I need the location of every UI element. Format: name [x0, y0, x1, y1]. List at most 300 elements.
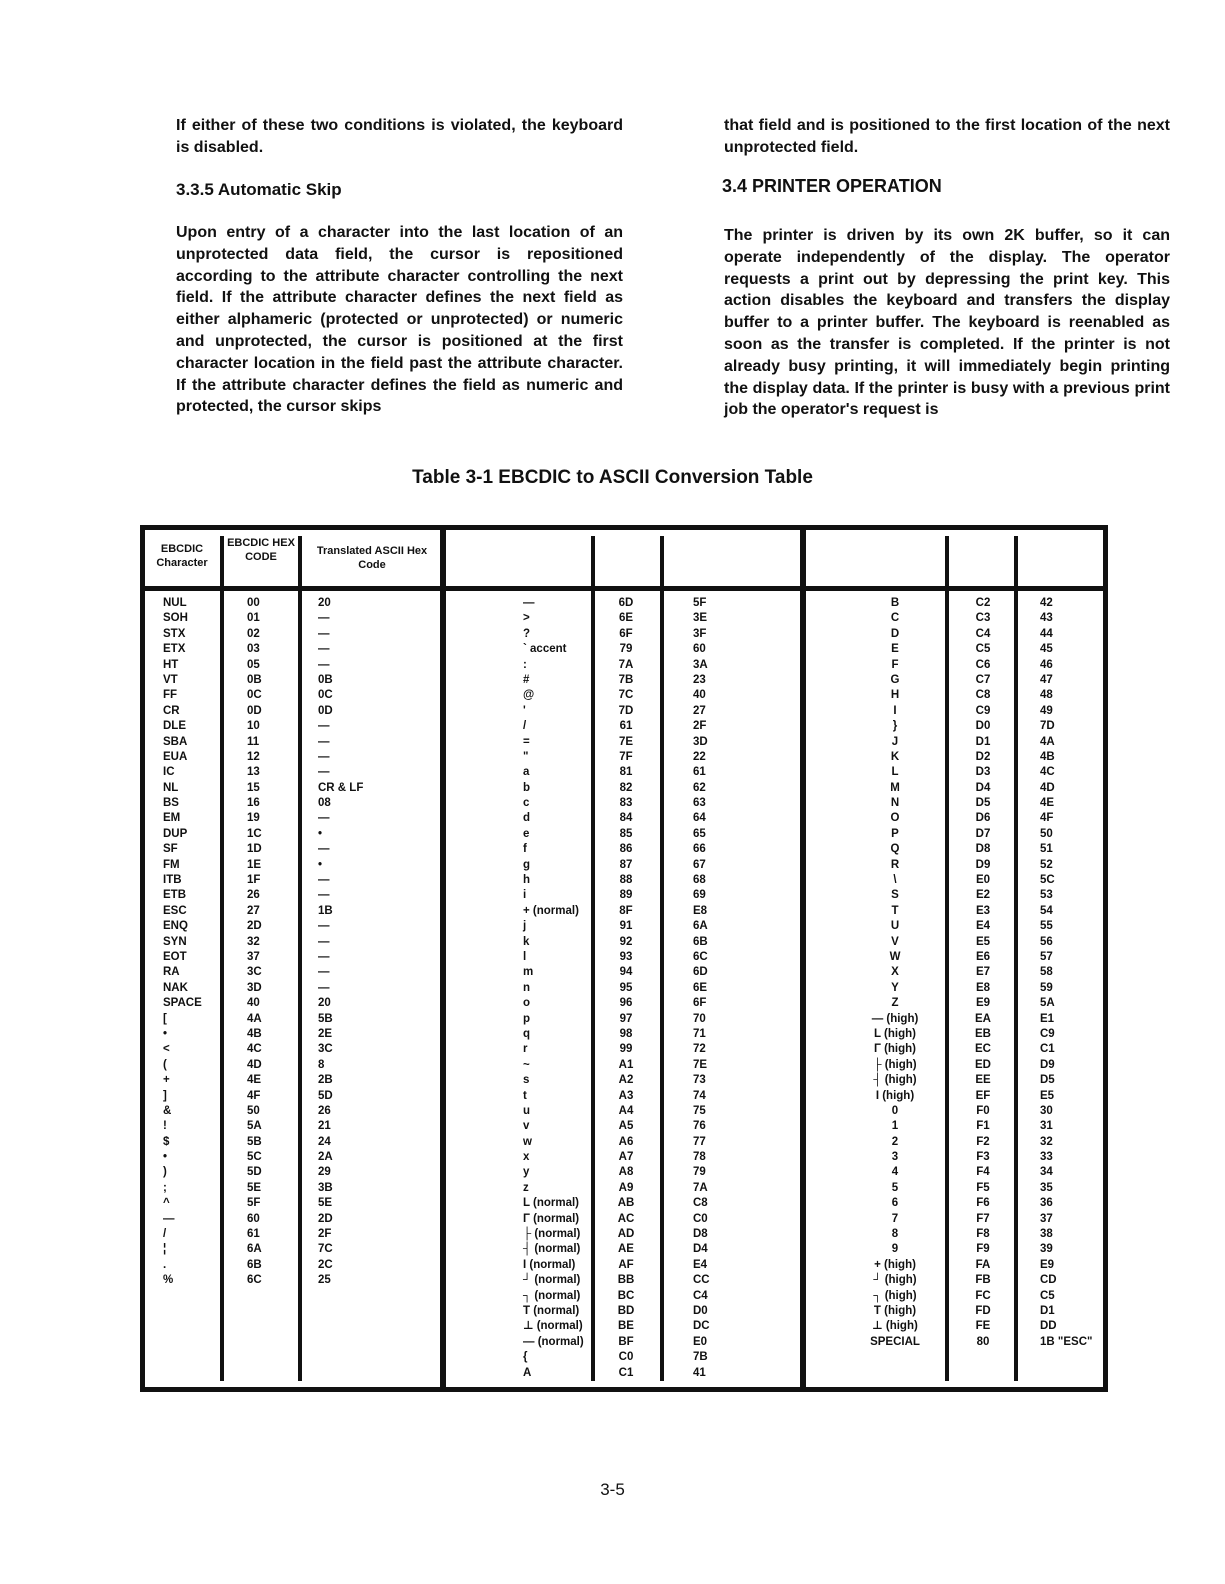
table-cell: p: [523, 1012, 531, 1025]
table-cell: ETB: [163, 889, 186, 902]
group3-ascii-column: [1040, 596, 1102, 1350]
table-cell: }: [892, 720, 898, 733]
table-cell: 96: [619, 997, 633, 1010]
table-cell: SPACE: [163, 997, 202, 1010]
table-cell: 26: [318, 1104, 331, 1117]
table-cell: AC: [617, 1212, 635, 1225]
table-cell: ` accent: [523, 643, 567, 656]
table-cell: 23: [693, 673, 706, 686]
table-cell: X: [891, 966, 899, 979]
table-cell: AF: [618, 1258, 634, 1271]
table-cell: 03: [247, 643, 260, 656]
table-cell: 20: [318, 997, 331, 1010]
table-cell: E9: [975, 997, 991, 1010]
table-cell: 97: [619, 1012, 633, 1025]
table-cell: —: [318, 766, 330, 779]
table-cell: 30: [1040, 1104, 1053, 1117]
conversion-table: [140, 525, 1108, 1392]
table-cell: EC: [975, 1043, 991, 1056]
table-cell: AE: [618, 1243, 634, 1256]
table-cell: E0: [975, 874, 991, 887]
table-cell: FB: [975, 1274, 991, 1287]
table-title: Table 3-1 EBCDIC to ASCII Conversion Table: [412, 467, 813, 488]
table-cell: a: [523, 766, 530, 779]
table-cell: 6B: [247, 1258, 262, 1271]
table-cell: AB: [617, 1197, 635, 1210]
table-cell: FE: [975, 1320, 991, 1333]
column-divider: [220, 536, 224, 1381]
right-intro: that field and is positioned to the first location of the next unprotected field.: [724, 117, 1170, 156]
table-cell: 25: [318, 1274, 331, 1287]
table-cell: C8: [975, 689, 991, 702]
table-cell: ├ (high): [873, 1058, 917, 1071]
table-cell: C5: [1040, 1289, 1055, 1302]
table-cell: 7F: [619, 750, 633, 763]
table-cell: D5: [1040, 1074, 1055, 1087]
table-cell: 2: [891, 1135, 899, 1148]
table-cell: NAK: [163, 981, 188, 994]
table-cell: NUL: [163, 597, 187, 609]
table-cell: I (normal): [523, 1258, 576, 1271]
table-cell: <: [163, 1043, 170, 1056]
table-cell: ': [523, 704, 526, 717]
table-cell: L (normal): [523, 1197, 580, 1210]
table-cell: S: [891, 889, 899, 902]
table-cell: 73: [693, 1074, 706, 1087]
table-cell: 3B: [318, 1181, 333, 1194]
table-cell: VT: [163, 673, 178, 686]
table-cell: 77: [693, 1135, 706, 1148]
table-cell: 16: [247, 797, 260, 810]
table-cell: 66: [693, 843, 706, 856]
table-cell: F4: [976, 1166, 990, 1179]
table-cell: ETX: [163, 643, 186, 656]
table-cell: 1B "ESC": [1040, 1335, 1093, 1348]
table-cell: m: [523, 966, 534, 979]
table-cell: 0: [891, 1104, 899, 1117]
table-cell: H: [890, 689, 900, 702]
table-cell: 1C: [247, 827, 262, 840]
table-cell: 0C: [318, 689, 333, 702]
table-cell: STX: [163, 627, 186, 640]
table-cell: [: [163, 1012, 167, 1025]
table-cell: 7C: [618, 689, 634, 702]
table-cell: ¦: [163, 1243, 167, 1256]
table-cell: :: [523, 658, 527, 671]
group-divider: [440, 525, 446, 1392]
table-cell: D0: [693, 1304, 708, 1317]
table-cell: 55: [1040, 920, 1053, 933]
table-cell: 65: [693, 827, 706, 840]
table-cell: 8: [318, 1058, 325, 1071]
table-cell: 60: [247, 1212, 260, 1225]
table-cell: F8: [976, 1228, 990, 1241]
table-cell: BC: [617, 1289, 635, 1302]
table-cell: 6C: [247, 1274, 262, 1287]
table-cell: E9: [1040, 1258, 1055, 1271]
table-cell: •: [163, 1027, 168, 1040]
printer-operation-paragraph: [724, 225, 1170, 421]
table-cell: —: [523, 597, 535, 609]
table-cell: 1: [891, 1120, 899, 1133]
table-cell: 00: [247, 597, 260, 609]
table-cell: 52: [1040, 858, 1053, 871]
table-cell: SF: [163, 843, 178, 856]
table-cell: 50: [247, 1104, 260, 1117]
table-cell: — (high): [871, 1012, 919, 1025]
table-cell: k: [523, 935, 530, 948]
table-cell: J: [891, 735, 899, 748]
table-cell: BB: [617, 1274, 635, 1287]
table-cell: 22: [693, 750, 706, 763]
table-cell: ├ (normal): [523, 1228, 581, 1241]
table-cell: ]: [163, 1089, 167, 1102]
table-cell: 45: [1040, 643, 1053, 656]
table-cell: DC: [693, 1320, 710, 1333]
table-cell: 20: [318, 597, 331, 609]
table-cell: d: [523, 812, 531, 825]
table-cell: 31: [1040, 1120, 1053, 1133]
table-cell: 8F: [619, 904, 633, 917]
group2-ascii-column: [693, 596, 793, 1381]
table-cell: ?: [523, 627, 531, 640]
table-cell: 98: [619, 1027, 633, 1040]
table-cell: C1: [618, 1366, 634, 1379]
table-cell: (: [163, 1058, 167, 1071]
table-cell: 36: [1040, 1197, 1053, 1210]
table-cell: D1: [1040, 1304, 1055, 1317]
table-cell: 5: [891, 1181, 899, 1194]
table-cell: EOT: [163, 950, 187, 963]
table-cell: W: [889, 950, 901, 963]
table-cell: 24: [318, 1135, 331, 1148]
table-cell: E4: [693, 1258, 708, 1271]
table-cell: ⊥ (normal): [523, 1320, 583, 1333]
table-cell: HT: [163, 658, 179, 671]
table-cell: 7D: [618, 704, 634, 717]
table-cell: ENQ: [163, 920, 188, 933]
table-cell: K: [890, 750, 900, 763]
table-cell: g: [523, 858, 531, 871]
table-cell: 5B: [247, 1135, 262, 1148]
table-cell: ED: [975, 1058, 991, 1071]
table-cell: A7: [618, 1151, 634, 1164]
left-intro: If either of these two conditions is violated, the keyboard is disabled.: [176, 117, 623, 156]
table-cell: AD: [617, 1228, 635, 1241]
table-cell: BS: [163, 797, 179, 810]
table-cell: ┐ (normal): [523, 1289, 581, 1302]
table-cell: 61: [693, 766, 706, 779]
table-cell: DLE: [163, 720, 186, 733]
table-cell: D8: [693, 1228, 708, 1241]
table-cell: P: [891, 827, 899, 840]
table-cell: 11: [247, 735, 260, 748]
table-cell: C0: [693, 1212, 708, 1225]
table-cell: f: [523, 843, 527, 856]
table-cell: t: [523, 1089, 527, 1102]
table-cell: E8: [693, 904, 708, 917]
table-cell: D4: [975, 781, 991, 794]
table-cell: $: [163, 1135, 170, 1148]
table-cell: 5C: [247, 1151, 262, 1164]
table-cell: 3C: [318, 1043, 333, 1056]
table-cell: —: [318, 658, 330, 671]
table-cell: 79: [693, 1166, 706, 1179]
table-cell: 64: [693, 812, 706, 825]
table-cell: 0C: [247, 689, 262, 702]
table-cell: 3C: [247, 966, 262, 979]
table-cell: 35: [1040, 1181, 1053, 1194]
table-cell: /: [163, 1228, 167, 1241]
table-cell: e: [523, 827, 530, 840]
table-cell: FA: [975, 1258, 991, 1271]
table-cell: {: [523, 1351, 528, 1364]
table-cell: 1E: [247, 858, 262, 871]
table-cell: 48: [1040, 689, 1053, 702]
header-divider: [145, 586, 1103, 591]
table-cell: D7: [975, 827, 991, 840]
table-cell: FC: [975, 1289, 991, 1302]
table-cell: o: [523, 997, 531, 1010]
table-cell: FD: [975, 1304, 991, 1317]
table-cell: T (normal): [523, 1304, 580, 1317]
table-cell: 13: [247, 766, 260, 779]
table-cell: ~: [523, 1058, 530, 1071]
table-cell: ⊥ (high): [872, 1320, 918, 1333]
table-cell: 3A: [693, 658, 708, 671]
table-cell: A2: [618, 1074, 634, 1087]
table-cell: 6E: [618, 612, 634, 625]
table-cell: &: [163, 1104, 172, 1117]
table-cell: DUP: [163, 827, 188, 840]
column-divider: [1014, 536, 1018, 1381]
table-cell: E0: [693, 1335, 708, 1348]
table-cell: C1: [1040, 1043, 1055, 1056]
table-cell: D4: [693, 1243, 708, 1256]
table-cell: EE: [975, 1074, 991, 1087]
table-cell: O: [890, 812, 900, 825]
table-cell: —: [318, 889, 330, 902]
table-cell: —: [318, 935, 330, 948]
table-cell: 5E: [247, 1181, 262, 1194]
table-cell: Z: [891, 997, 899, 1010]
table-cell: C9: [1040, 1027, 1055, 1040]
table-cell: 6F: [693, 997, 707, 1010]
table-cell: 99: [619, 1043, 633, 1056]
table-cell: j: [523, 920, 527, 933]
table-cell: + (high): [874, 1258, 916, 1271]
table-cell: 7A: [618, 658, 634, 671]
table-cell: —: [318, 750, 330, 763]
table-cell: 26: [247, 889, 260, 902]
table-cell: E5: [1040, 1089, 1055, 1102]
table-cell: 67: [693, 858, 706, 871]
table-cell: l: [523, 950, 527, 963]
table-cell: 47: [1040, 673, 1053, 686]
table-cell: 4F: [247, 1089, 261, 1102]
section-heading-printer-operation: 3.4 PRINTER OPERATION: [722, 176, 942, 196]
table-cell: — (normal): [523, 1335, 584, 1348]
table-cell: 3E: [693, 612, 708, 625]
table-cell: \: [893, 874, 897, 887]
table-cell: I: [893, 704, 897, 717]
table-cell: 0D: [318, 704, 333, 717]
table-cell: 38: [1040, 1228, 1053, 1241]
table-cell: 83: [619, 797, 633, 810]
table-cell: 6A: [693, 920, 708, 933]
table-cell: 89: [619, 889, 633, 902]
table-cell: 6D: [618, 597, 634, 609]
table-cell: ": [523, 750, 529, 763]
table-cell: A3: [618, 1089, 634, 1102]
table-cell: G: [890, 673, 900, 686]
table-cell: 2D: [247, 920, 262, 933]
table-cell: CC: [693, 1274, 710, 1287]
column-divider: [660, 536, 664, 1381]
table-cell: 4D: [1040, 781, 1055, 794]
table-cell: 4C: [1040, 766, 1055, 779]
table-cell: C3: [975, 612, 991, 625]
table-cell: E4: [975, 920, 991, 933]
table-cell: F2: [976, 1135, 990, 1148]
table-cell: E2: [975, 889, 991, 902]
table-cell: 82: [619, 781, 633, 794]
table-cell: 5B: [318, 1012, 333, 1025]
automatic-skip-paragraph: [176, 222, 623, 418]
table-cell: 7C: [318, 1243, 333, 1256]
table-cell: 86: [619, 843, 633, 856]
table-cell: 33: [1040, 1151, 1053, 1164]
table-cell: ┤ (normal): [523, 1243, 581, 1256]
table-cell: 9: [891, 1243, 899, 1256]
table-cell: —: [318, 874, 330, 887]
table-cell: M: [890, 781, 900, 794]
table-cell: C4: [693, 1289, 708, 1302]
table-cell: 61: [619, 720, 633, 733]
table-cell: F9: [976, 1243, 990, 1256]
table-cell: 2F: [693, 720, 707, 733]
header-ebcdic-character: EBCDIC Character: [156, 543, 208, 569]
table-cell: F3: [976, 1151, 990, 1164]
table-cell: I (high): [875, 1089, 915, 1102]
table-cell: 4: [891, 1166, 899, 1179]
table-cell: 60: [693, 643, 706, 656]
table-cell: 62: [693, 781, 706, 794]
table-cell: 7B: [618, 673, 634, 686]
table-cell: —: [318, 720, 330, 733]
table-cell: ^: [163, 1197, 170, 1210]
table-cell: ┘ (normal): [523, 1274, 581, 1287]
table-cell: RA: [163, 966, 180, 979]
table-cell: 2D: [318, 1212, 333, 1225]
table-cell: 6E: [693, 981, 708, 994]
table-cell: 93: [619, 950, 633, 963]
table-cell: 2E: [318, 1027, 333, 1040]
table-cell: FM: [163, 858, 180, 871]
table-cell: —: [163, 1212, 175, 1225]
table-cell: E6: [975, 950, 991, 963]
page-number: 3-5: [600, 1480, 625, 1499]
table-cell: U: [890, 920, 900, 933]
table-cell: 1B: [318, 904, 333, 917]
table-cell: 1F: [247, 874, 261, 887]
table-cell: E1: [1040, 1012, 1055, 1025]
table-cell: 3D: [693, 735, 708, 748]
table-cell: 5C: [1040, 874, 1055, 887]
table-cell: 32: [1040, 1135, 1053, 1148]
table-cell: 37: [1040, 1212, 1053, 1225]
table-cell: D9: [1040, 1058, 1055, 1071]
group3-hex-column: [957, 596, 1009, 1350]
table-cell: 88: [619, 874, 633, 887]
table-cell: 4E: [1040, 797, 1055, 810]
table-cell: 40: [693, 689, 706, 702]
table-cell: 27: [247, 904, 260, 917]
table-cell: 4F: [1040, 812, 1054, 825]
table-cell: 15: [247, 781, 260, 794]
table-cell: CR & LF: [318, 781, 364, 794]
table-cell: 40: [247, 997, 260, 1010]
table-cell: s: [523, 1074, 530, 1087]
table-cell: —: [318, 950, 330, 963]
table-cell: CR: [163, 704, 180, 717]
table-cell: —: [318, 981, 330, 994]
table-cell: 3F: [693, 627, 707, 640]
table-cell: SBA: [163, 735, 188, 748]
table-cell: 5E: [318, 1197, 333, 1210]
table-cell: —: [318, 843, 330, 856]
table-cell: /: [523, 720, 527, 733]
table-cell: 80: [976, 1335, 990, 1348]
table-cell: 74: [693, 1089, 706, 1102]
table-cell: C2: [975, 597, 991, 609]
table-cell: 59: [1040, 981, 1053, 994]
table-cell: NL: [163, 781, 179, 794]
table-cell: 4B: [1040, 750, 1055, 763]
right-intro-text: [724, 115, 1170, 159]
table-cell: •: [163, 1151, 168, 1164]
table-cell: A4: [618, 1104, 634, 1117]
table-cell: D9: [975, 858, 991, 871]
table-cell: 12: [247, 750, 260, 763]
table-cell: 63: [693, 797, 706, 810]
table-cell: 37: [247, 950, 260, 963]
table-cell: 5F: [693, 597, 707, 609]
table-cell: 10: [247, 720, 260, 733]
table-cell: EF: [975, 1089, 991, 1102]
table-cell: 68: [693, 874, 706, 887]
table-cell: 0D: [247, 704, 262, 717]
table-cell: 56: [1040, 935, 1053, 948]
table-cell: D1: [975, 735, 991, 748]
section-heading-automatic-skip: 3.3.5 Automatic Skip: [176, 180, 342, 199]
table-cell: 6B: [693, 935, 708, 948]
table-cell: 92: [619, 935, 633, 948]
table-cell: 32: [247, 935, 260, 948]
table-cell: —: [318, 812, 330, 825]
table-cell: C7: [975, 673, 991, 686]
table-cell: Γ (high): [873, 1043, 917, 1056]
table-cell: 6F: [619, 627, 633, 640]
table-cell: !: [163, 1120, 167, 1133]
table-cell: 34: [1040, 1166, 1053, 1179]
table-cell: 2A: [318, 1151, 333, 1164]
table-cell: EM: [163, 812, 181, 825]
table-cell: 7E: [618, 735, 634, 748]
table-cell: 7: [891, 1212, 899, 1225]
table-cell: F7: [976, 1212, 990, 1225]
table-cell: >: [523, 612, 530, 625]
